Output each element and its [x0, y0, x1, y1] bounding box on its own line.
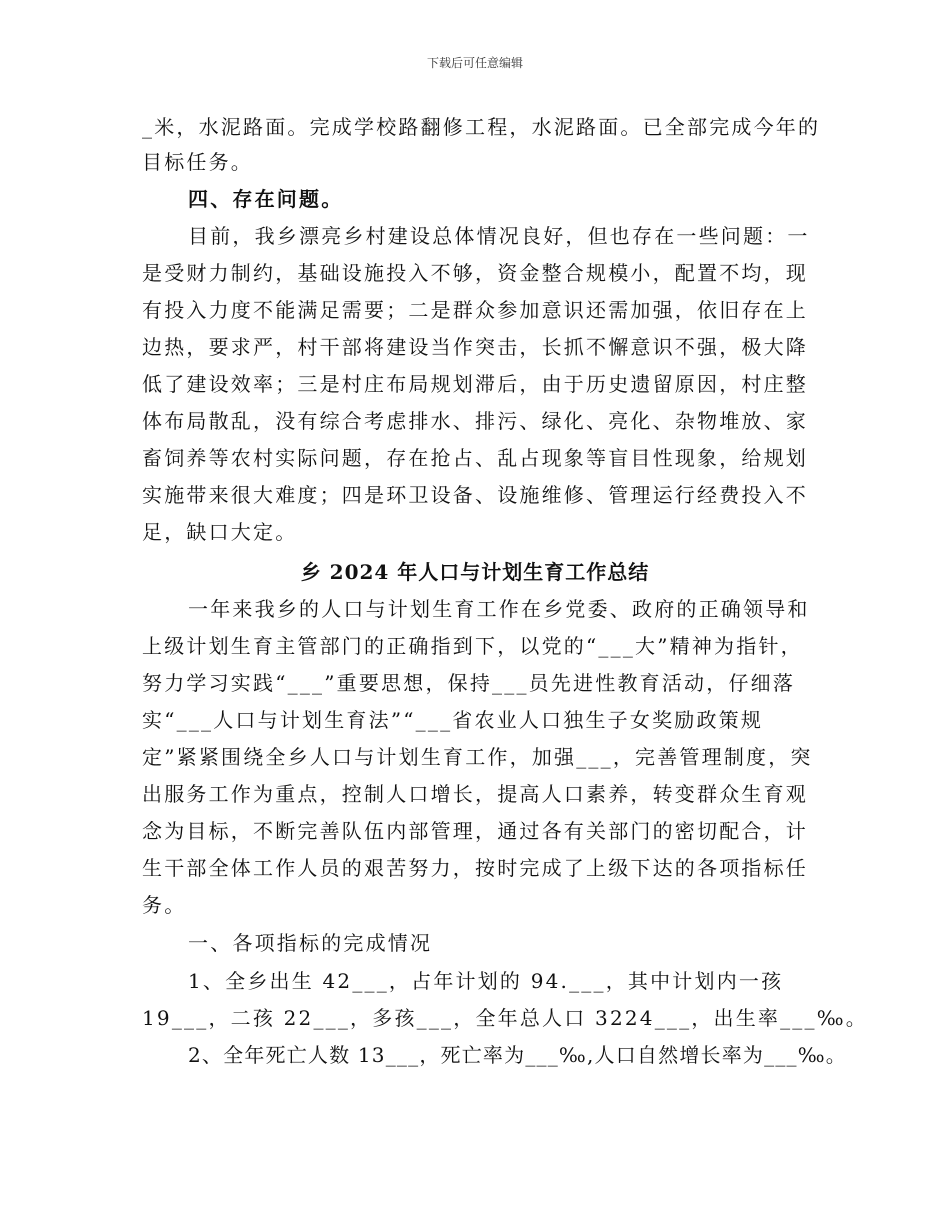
paragraph-line: 出服务工作为重点，控制人口增长，提高人口素养，转变群众生育观	[142, 782, 808, 806]
paragraph-line: 生干部全体工作人员的艰苦努力，按时完成了上级下达的各项指标任	[142, 856, 808, 880]
paragraph-line: 目前，我乡漂亮乡村建设总体情况良好，但也存在一些问题：一	[188, 224, 810, 248]
subsection-heading: 一、各项指标的完成情况	[188, 931, 433, 955]
paragraph-line: 实“___人口与计划生育法”“___省农业人口独生子女奖励政策规	[142, 708, 764, 732]
paragraph-line: 念为目标，不断完善队伍内部管理，通过各有关部门的密切配合，计	[142, 819, 808, 843]
paragraph-line: _米，水泥路面。完成学校路翻修工程，水泥路面。已全部完成今年的	[142, 115, 821, 139]
paragraph-line: 定”紧紧围绕全乡人口与计划生育工作，加强___，完善管理制度，突	[142, 745, 813, 769]
list-item: 19___，二孩 22___，多孩___，全年总人口 3224___，出生率___‰。	[142, 1006, 868, 1030]
list-item: 1、全乡出生 42___，占年计划的 94.___，其中计划内一孩	[188, 969, 784, 993]
paragraph-line: 是受财力制约，基础设施投入不够，资金整合规模小，配置不均，现	[142, 261, 808, 285]
paragraph-line: 足，缺口大定。	[142, 520, 298, 544]
page-header: 下载后可任意编辑	[426, 56, 523, 70]
paragraph-line: 边热，要求严，村干部将建设当作突击，长抓不懈意识不强，极大降	[142, 335, 808, 359]
paragraph-line: 体布局散乱，没有综合考虑排水、排污、绿化、亮化、杂物堆放、家	[142, 409, 808, 433]
paragraph-line: 努力学习实践“___”重要思想，保持___员先进性教育活动，仔细落	[142, 671, 796, 695]
paragraph-line: 有投入力度不能满足需要；二是群众参加意识还需加强，依旧存在上	[142, 298, 808, 322]
paragraph-line: 上级计划生育主管部门的正确指到下，以党的“___大”精神为指针，	[142, 634, 803, 658]
document-title: 乡 2024 年人口与计划生育工作总结	[300, 560, 650, 584]
paragraph-line: 一年来我乡的人口与计划生育工作在乡党委、政府的正确领导和	[188, 597, 810, 621]
paragraph-line: 畜饲养等农村实际问题，存在抢占、乱占现象等盲目性现象，给规划	[142, 446, 808, 470]
paragraph-line: 实施带来很大难度；四是环卫设备、设施维修、管理运行经费投入不	[142, 483, 808, 507]
paragraph-line: 务。	[142, 893, 187, 917]
list-item: 2、全年死亡人数 13___，死亡率为___‰,人口自然增长率为___‰。	[188, 1043, 847, 1067]
paragraph-line: 目标任务。	[142, 150, 253, 174]
paragraph-line: 低了建设效率；三是村庄布局规划滞后，由于历史遗留原因，村庄整	[142, 372, 808, 396]
section-heading: 四、存在问题。	[188, 187, 344, 211]
